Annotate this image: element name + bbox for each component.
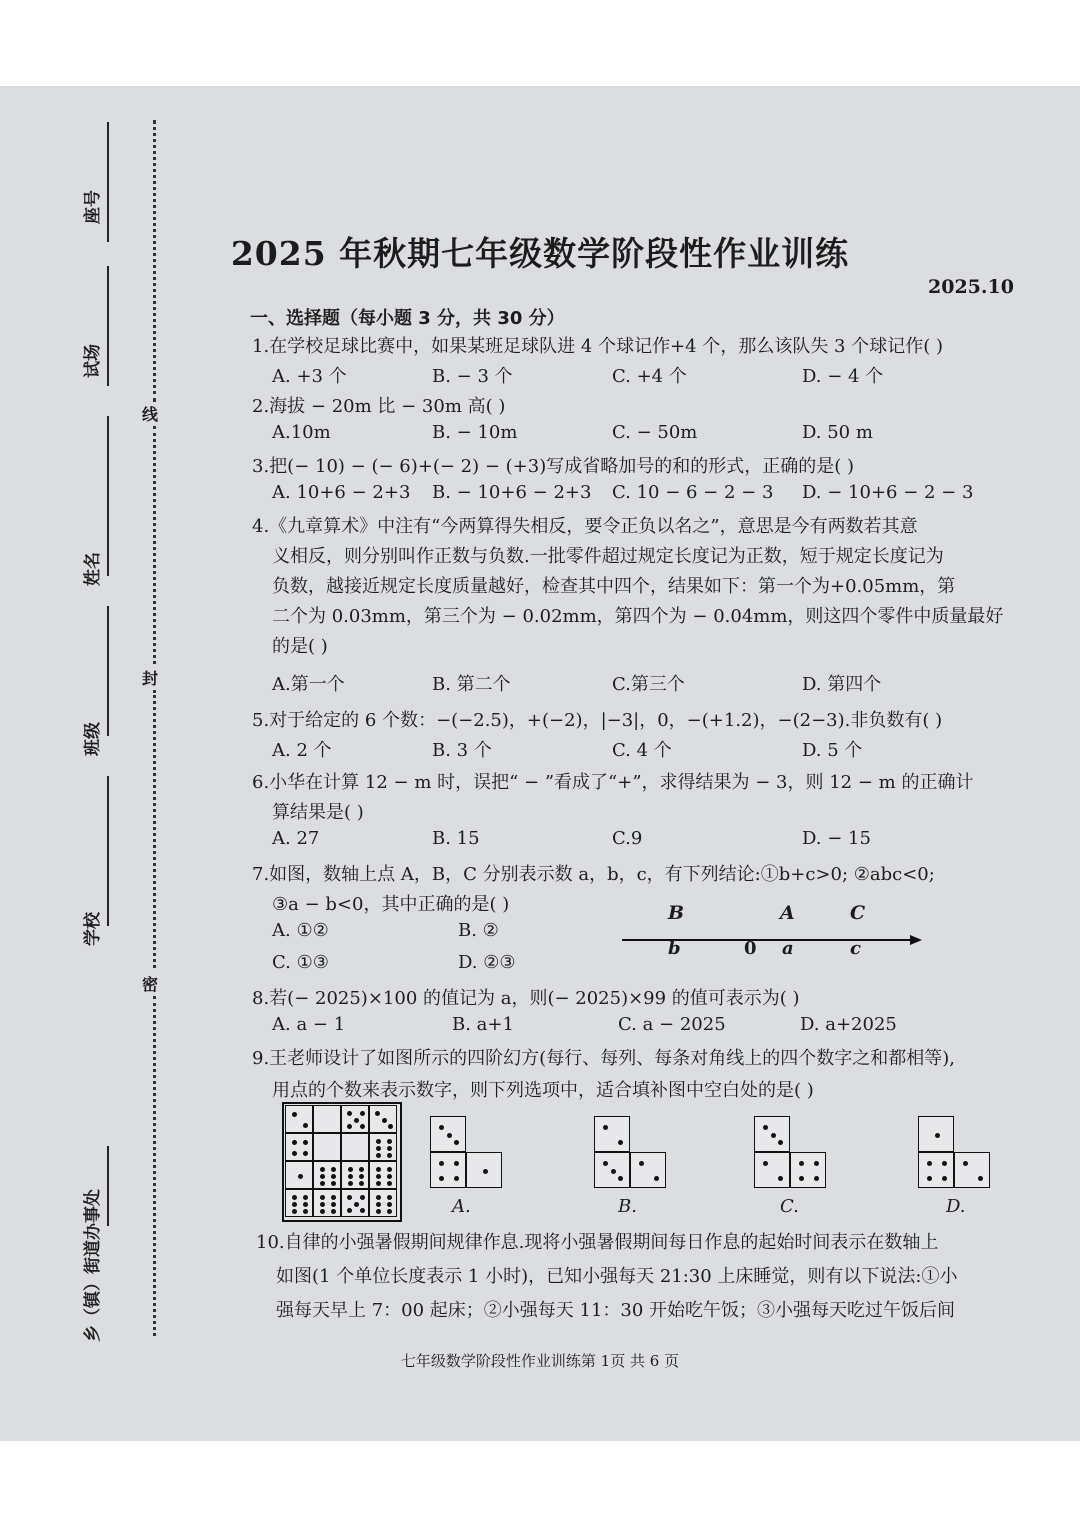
- q2-option-d: D. 50 m: [802, 422, 873, 443]
- page-footer: 七年级数学阶段性作业训练第 1页 共 6 页: [400, 1352, 680, 1370]
- q9-option-b-label: B.: [618, 1196, 637, 1217]
- pip-dot: [935, 1133, 940, 1138]
- seal-char-feng: 封: [142, 669, 159, 688]
- name-line: [107, 416, 109, 576]
- magic-square-cell: [341, 1133, 369, 1161]
- pip-dot: [376, 1153, 381, 1158]
- question-6-line: 6.小华在计算 12 − m 时，误把“ − ”看成了“+”，求得结果为 − 3，则 12 − m 的正确计: [252, 772, 974, 793]
- pip-dot: [799, 1161, 804, 1166]
- pip-dot: [331, 1167, 336, 1172]
- pip-dot: [292, 1112, 297, 1117]
- question-5-text: 5.对于给定的 6 个数：−(−2.5)，+(−2)，|−3|，0，−(+1.2)，−(2−3).非负数有( ): [252, 710, 943, 731]
- pip-dot: [292, 1140, 297, 1145]
- question-6-line: 算结果是( ): [272, 802, 364, 823]
- q5-option-d: D. 5 个: [802, 740, 863, 761]
- pip-dot: [359, 1167, 364, 1172]
- q7-option-a: A. ①②: [272, 920, 329, 941]
- seat-line: [107, 122, 109, 242]
- pip-dot: [382, 1118, 387, 1123]
- q9-option-a-label: A.: [452, 1196, 471, 1217]
- q4-option-c: C.第三个: [612, 674, 685, 695]
- school-line: [107, 776, 109, 926]
- q6-option-c: C.9: [612, 828, 643, 849]
- q3-option-b: B. − 10+6 − 2+3: [432, 482, 592, 503]
- pip-dot: [348, 1174, 353, 1179]
- seal-dotted-line: [153, 690, 156, 968]
- pip-dot: [942, 1161, 947, 1166]
- pip-dot: [927, 1176, 932, 1181]
- room-line: [107, 266, 109, 386]
- pip-dot: [347, 1195, 352, 1200]
- magic-square-cell: [313, 1105, 341, 1133]
- magic-square-cell: [369, 1161, 397, 1189]
- question-9-line: 9.王老师设计了如图所示的四阶幻方(每行、每列、每条对角线上的四个数字之和都相等),: [252, 1048, 955, 1069]
- pip-dot: [387, 1202, 392, 1207]
- township-line: [107, 1146, 109, 1226]
- pip-dot: [387, 1181, 392, 1186]
- seal-char-xian: 线: [142, 405, 159, 424]
- question-7-line: 7.如图，数轴上点 A，B，C 分别表示数 a，b，c，有下列结论:①b+c>0; ②abc<0;: [252, 864, 935, 885]
- pip-dot: [303, 1209, 308, 1214]
- magic-square-cell: [369, 1189, 397, 1217]
- magic-square-cell: [313, 1189, 341, 1217]
- class-line: [107, 606, 109, 736]
- q1-option-b: B. − 3 个: [432, 366, 513, 387]
- pip-dot: [618, 1140, 623, 1145]
- pip-dot: [963, 1161, 968, 1166]
- pip-dot: [763, 1125, 768, 1130]
- class-field-label: 班级: [83, 722, 103, 756]
- pip-dot: [360, 1124, 365, 1129]
- pip-dot: [359, 1174, 364, 1179]
- pip-dot: [387, 1167, 392, 1172]
- pip-dot: [376, 1174, 381, 1179]
- q5-option-a: A. 2 个: [272, 740, 332, 761]
- pip-dot: [303, 1151, 308, 1156]
- q7-option-d: D. ②③: [458, 952, 516, 973]
- q3-option-d: D. − 10+6 − 2 − 3: [802, 482, 974, 503]
- piece-cell: [594, 1152, 630, 1188]
- q8-option-d: D. a+2025: [800, 1014, 897, 1035]
- pip-dot: [439, 1161, 444, 1166]
- pip-dot: [320, 1202, 325, 1207]
- q9-option-d-label: D.: [946, 1196, 966, 1217]
- pip-dot: [347, 1124, 352, 1129]
- pip-dot: [454, 1176, 459, 1181]
- name-field-label: 姓名: [83, 552, 103, 586]
- pip-dot: [639, 1161, 644, 1166]
- q7-option-b: B. ②: [458, 920, 499, 941]
- question-8-text: 8.若(− 2025)×100 的值记为 a，则(− 2025)×99 的值可表示为( ): [252, 988, 800, 1009]
- pip-dot: [618, 1176, 623, 1181]
- q8-option-c: C. a − 2025: [618, 1014, 726, 1035]
- pip-dot: [603, 1125, 608, 1130]
- axis-origin: 0: [744, 938, 757, 959]
- pip-dot: [447, 1133, 452, 1138]
- magic-square-cell: [285, 1161, 313, 1189]
- exam-paper: [0, 86, 1080, 1441]
- pip-dot: [360, 1111, 365, 1116]
- pip-dot: [387, 1153, 392, 1158]
- pip-dot: [348, 1181, 353, 1186]
- pip-dot: [331, 1174, 336, 1179]
- pip-dot: [303, 1123, 308, 1128]
- pip-dot: [303, 1140, 308, 1145]
- q2-option-a: A.10m: [272, 422, 331, 443]
- pip-dot: [927, 1161, 932, 1166]
- pip-dot: [387, 1195, 392, 1200]
- number-line-arrow: [910, 935, 922, 945]
- q5-option-b: B. 3 个: [432, 740, 492, 761]
- piece-cell: [918, 1116, 954, 1152]
- piece-cell: [430, 1152, 466, 1188]
- pip-dot: [292, 1151, 297, 1156]
- question-4-line: 4.《九章算术》中注有“今两算得失相反，要令正负以名之”，意思是今有两数若其意: [252, 516, 918, 537]
- q3-option-a: A. 10+6 − 2+3: [272, 482, 411, 503]
- question-2-text: 2.海拔 − 20m 比 − 30m 高( ): [252, 396, 506, 417]
- pip-dot: [376, 1167, 381, 1172]
- pip-dot: [354, 1202, 359, 1207]
- question-9-line: 用点的个数来表示数字，则下列选项中，适合填补图中空白处的是( ): [272, 1080, 814, 1101]
- pip-dot: [331, 1195, 336, 1200]
- q9-option-c-label: C.: [780, 1196, 799, 1217]
- magic-square-cell: [369, 1105, 397, 1133]
- exam-date: 2025.10: [928, 276, 1014, 298]
- pip-dot: [376, 1195, 381, 1200]
- q9-option-b-figure: [594, 1116, 670, 1196]
- pip-dot: [348, 1167, 353, 1172]
- pip-dot: [454, 1140, 459, 1145]
- q8-option-b: B. a+1: [452, 1014, 514, 1035]
- pip-dot: [778, 1140, 783, 1145]
- pip-dot: [763, 1161, 768, 1166]
- question-3-text: 3.把(− 10) − (− 6)+(− 2) − (+3)写成省略加号的和的形式，正确的是( ): [252, 456, 855, 477]
- magic-square-cell: [341, 1105, 369, 1133]
- pip-dot: [454, 1161, 459, 1166]
- pip-dot: [376, 1202, 381, 1207]
- pip-dot: [376, 1181, 381, 1186]
- pip-dot: [439, 1176, 444, 1181]
- axis-value-c: c: [850, 938, 861, 959]
- pip-dot: [303, 1195, 308, 1200]
- pip-dot: [771, 1133, 776, 1138]
- magic-square-cell: [313, 1133, 341, 1161]
- pip-dot: [814, 1176, 819, 1181]
- magic-square-cell: [341, 1189, 369, 1217]
- q7-number-line: [622, 924, 922, 964]
- axis-point-A: A: [780, 902, 795, 924]
- exam-title: 2025 年秋期七年级数学阶段性作业训练: [230, 234, 850, 273]
- pip-dot: [387, 1146, 392, 1151]
- pip-dot: [360, 1195, 365, 1200]
- pip-dot: [320, 1195, 325, 1200]
- pip-dot: [354, 1118, 359, 1123]
- pip-dot: [320, 1167, 325, 1172]
- magic-square-cell: [341, 1161, 369, 1189]
- room-field-label: 试场: [83, 344, 103, 378]
- pip-dot: [320, 1174, 325, 1179]
- q9-option-c-figure: [754, 1116, 830, 1196]
- magic-square-grid: [282, 1102, 402, 1222]
- pip-dot: [320, 1181, 325, 1186]
- q3-option-c: C. 10 − 6 − 2 − 3: [612, 482, 774, 503]
- pip-dot: [331, 1181, 336, 1186]
- piece-cell: [430, 1116, 466, 1152]
- piece-cell: [790, 1152, 826, 1188]
- magic-square-cell: [285, 1105, 313, 1133]
- pip-dot: [439, 1125, 444, 1130]
- piece-cell: [630, 1152, 666, 1188]
- pip-dot: [654, 1176, 659, 1181]
- pip-dot: [359, 1181, 364, 1186]
- axis-point-C: C: [850, 902, 866, 924]
- q2-option-b: B. − 10m: [432, 422, 518, 443]
- seal-dotted-line: [153, 426, 156, 664]
- pip-dot: [292, 1202, 297, 1207]
- question-7-line: ③a − b<0，其中正确的是( ): [272, 894, 510, 915]
- q9-option-a-figure: [430, 1116, 506, 1196]
- q4-option-d: D. 第四个: [802, 674, 882, 695]
- pip-dot: [298, 1174, 303, 1179]
- pip-dot: [387, 1139, 392, 1144]
- piece-cell: [918, 1152, 954, 1188]
- q9-option-d-figure: [918, 1116, 994, 1196]
- pip-dot: [978, 1176, 983, 1181]
- q1-option-c: C. +4 个: [612, 366, 687, 387]
- pip-dot: [376, 1139, 381, 1144]
- q1-option-a: A. +3 个: [272, 366, 347, 387]
- pip-dot: [942, 1176, 947, 1181]
- pip-dot: [814, 1161, 819, 1166]
- seal-dotted-line: [153, 996, 156, 1336]
- q1-option-d: D. − 4 个: [802, 366, 884, 387]
- pip-dot: [799, 1176, 804, 1181]
- pip-dot: [376, 1146, 381, 1151]
- q4-option-b: B. 第二个: [432, 674, 511, 695]
- township-field-label: 乡（镇）街道办事处: [83, 1189, 103, 1342]
- q4-option-a: A.第一个: [272, 674, 345, 695]
- pip-dot: [483, 1169, 488, 1174]
- pip-dot: [388, 1124, 393, 1129]
- magic-square-cell: [285, 1189, 313, 1217]
- question-4-line: 的是( ): [272, 636, 328, 657]
- q5-option-c: C. 4 个: [612, 740, 672, 761]
- pip-dot: [360, 1208, 365, 1213]
- seat-field-label: 座号: [83, 190, 103, 224]
- q8-option-a: A. a − 1: [272, 1014, 346, 1035]
- q6-option-d: D. − 15: [802, 828, 871, 849]
- question-4-line: 负数，越接近规定长度质量越好，检查其中四个，结果如下：第一个为+0.05mm，第: [272, 576, 956, 597]
- pip-dot: [387, 1209, 392, 1214]
- seal-char-mi: 密: [142, 975, 159, 994]
- magic-square-cell: [369, 1133, 397, 1161]
- section-heading: 一、选择题（每小题 3 分，共 30 分）: [250, 308, 565, 329]
- magic-square-cell: [285, 1133, 313, 1161]
- q6-option-a: A. 27: [272, 828, 320, 849]
- question-4-line: 义相反，则分别叫作正数与负数.一批零件超过规定长度记为正数，短于规定长度记为: [272, 546, 944, 567]
- question-4-line: 二个为 0.03mm，第三个为 − 0.02mm，第四个为 − 0.04mm，则这四个零件中质量最好: [272, 606, 1004, 627]
- question-1-text: 1.在学校足球比赛中，如果某班足球队进 4 个球记作+4 个，那么该队失 3 个球记作( ): [252, 336, 943, 357]
- pip-dot: [603, 1161, 608, 1166]
- pip-dot: [387, 1174, 392, 1179]
- pip-dot: [778, 1176, 783, 1181]
- school-field-label: 学校: [83, 912, 103, 946]
- pip-dot: [331, 1202, 336, 1207]
- axis-value-a: a: [782, 938, 794, 959]
- pip-dot: [347, 1111, 352, 1116]
- pip-dot: [376, 1209, 381, 1214]
- pip-dot: [292, 1195, 297, 1200]
- question-10-line: 如图(1 个单位长度表示 1 小时)，已知小强每天 21:30 上床睡觉，则有以下说法:①小: [276, 1266, 958, 1287]
- piece-cell: [594, 1116, 630, 1152]
- q2-option-c: C. − 50m: [612, 422, 698, 443]
- pip-dot: [611, 1169, 616, 1174]
- pip-dot: [347, 1208, 352, 1213]
- axis-value-b: b: [668, 938, 681, 959]
- axis-point-B: B: [668, 902, 685, 924]
- pip-dot: [292, 1209, 297, 1214]
- piece-cell: [754, 1116, 790, 1152]
- q7-option-c: C. ①③: [272, 952, 329, 973]
- magic-square-cell: [313, 1161, 341, 1189]
- piece-cell: [754, 1152, 790, 1188]
- pip-dot: [375, 1111, 380, 1116]
- piece-cell: [954, 1152, 990, 1188]
- pip-dot: [331, 1209, 336, 1214]
- question-10-line: 强每天早上 7：00 起床；②小强每天 11：30 开始吃午饭；③小强每天吃过午饭后间: [276, 1300, 956, 1321]
- pip-dot: [320, 1209, 325, 1214]
- pip-dot: [303, 1202, 308, 1207]
- q6-option-b: B. 15: [432, 828, 480, 849]
- question-10-line: 10.自律的小强暑假期间规律作息.现将小强暑假期间每日作息的起始时间表示在数轴上: [256, 1232, 939, 1253]
- piece-cell: [466, 1152, 502, 1188]
